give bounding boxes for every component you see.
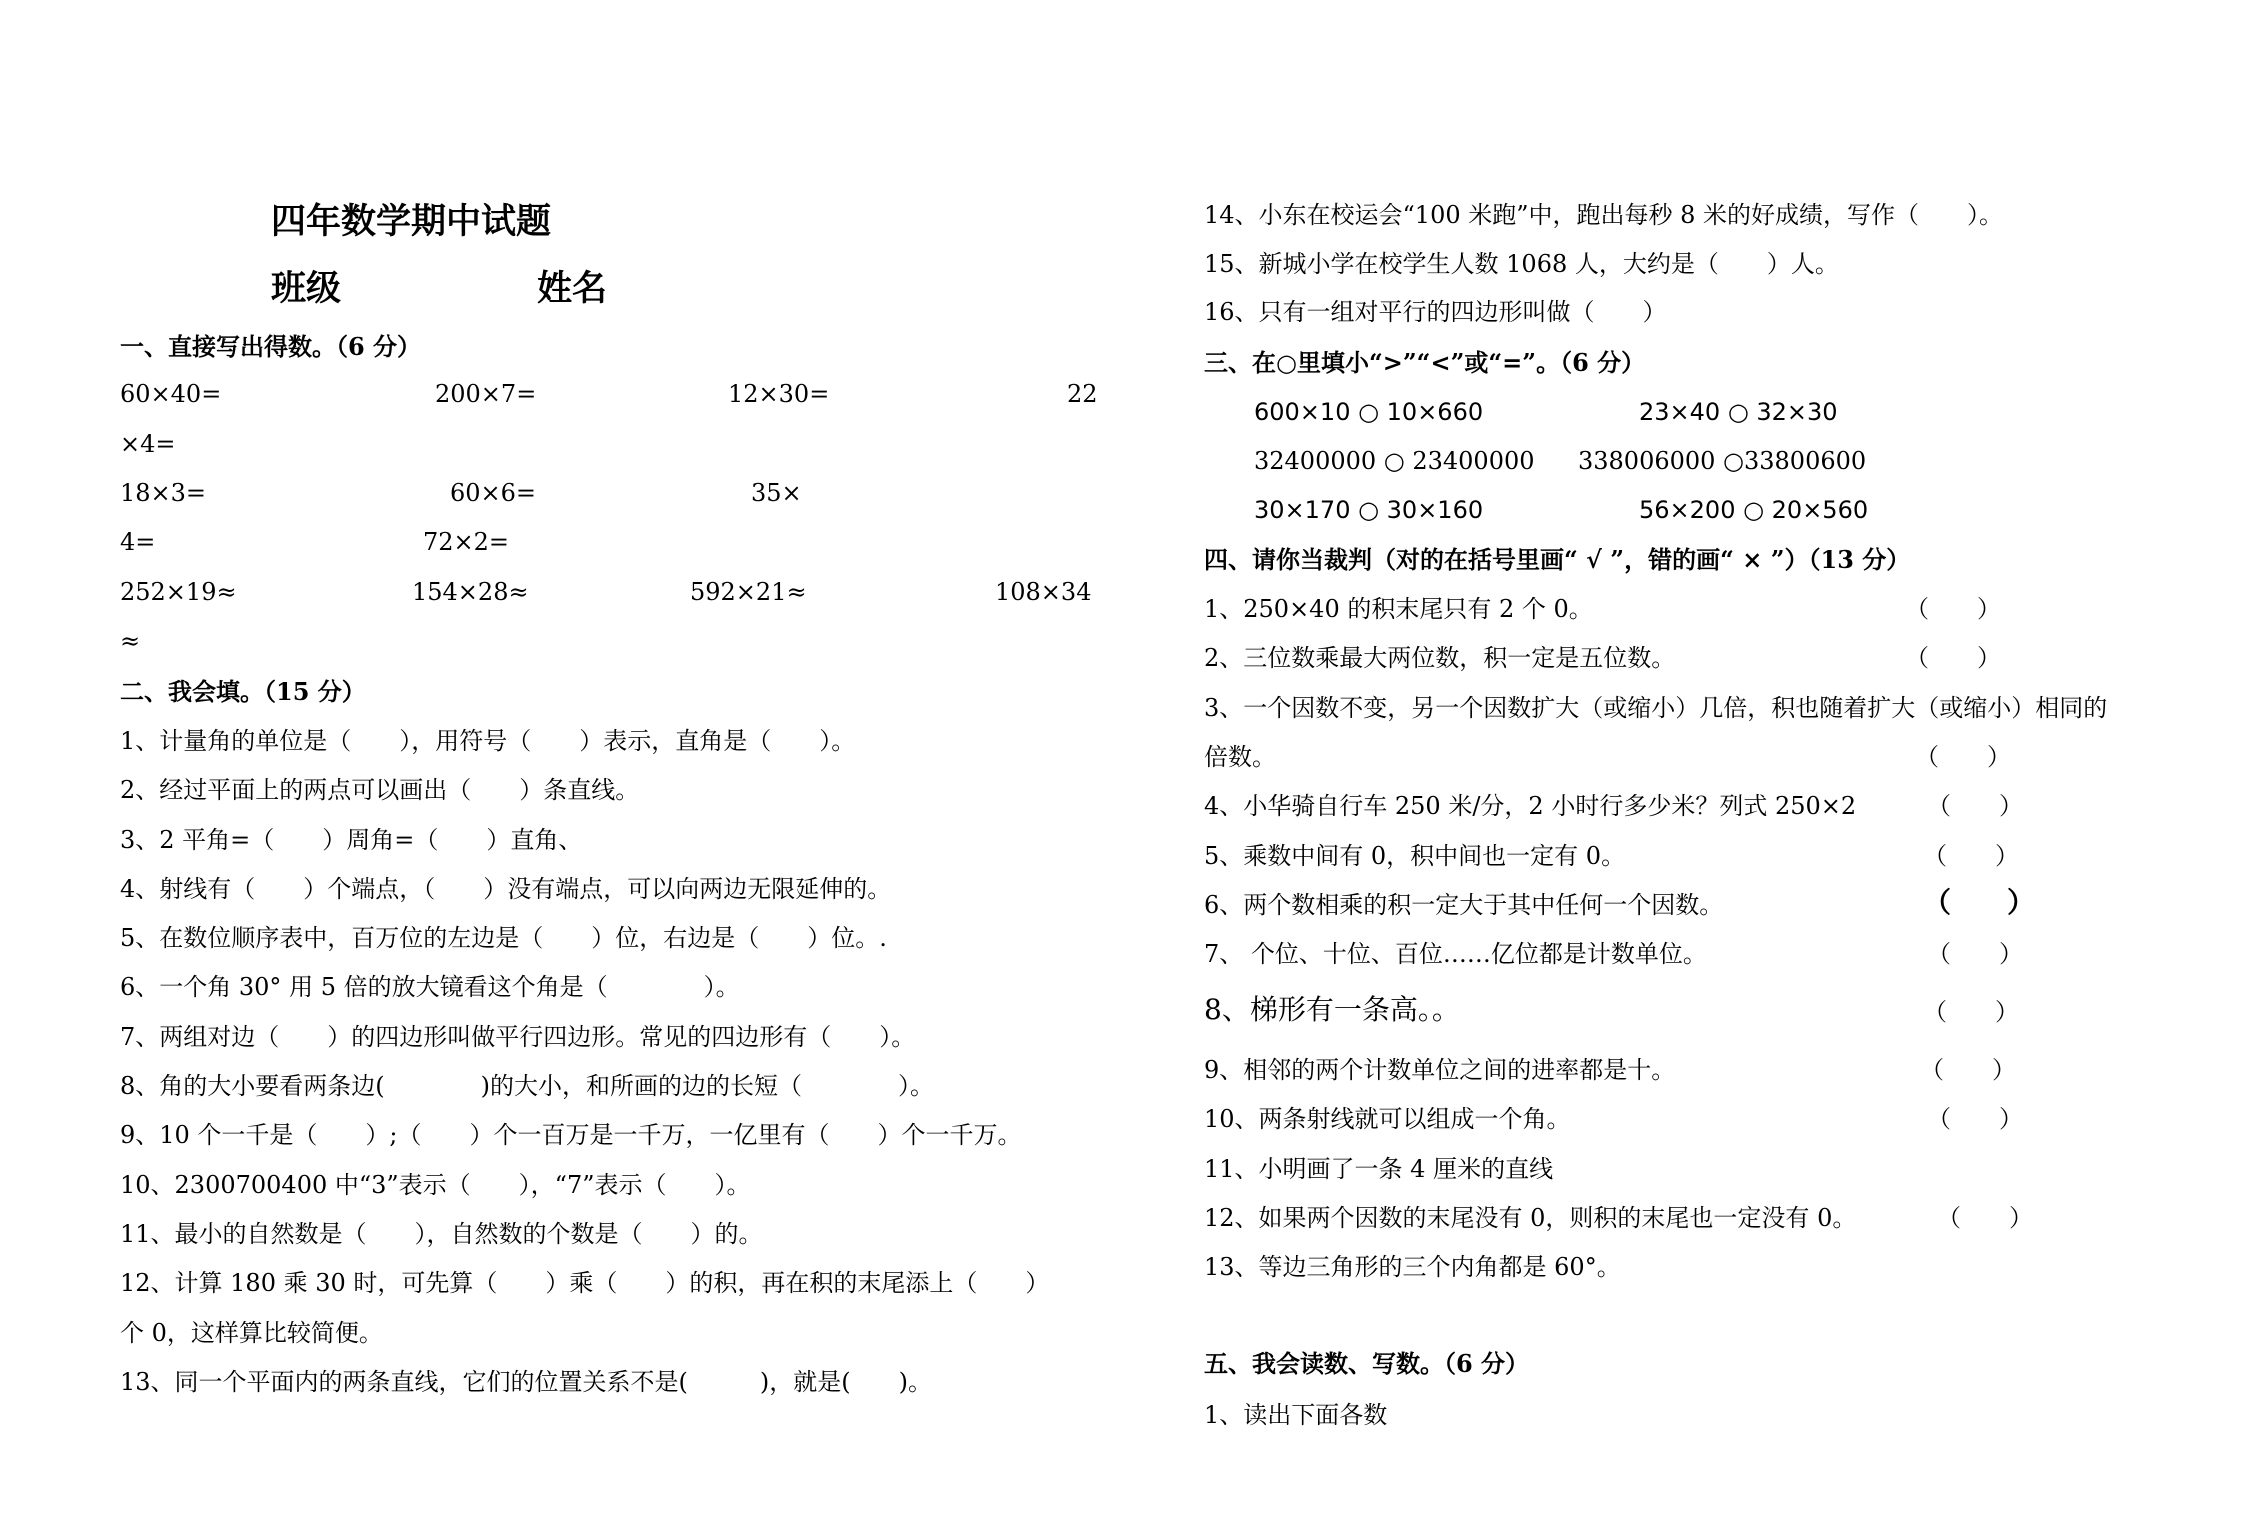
calc-item: 592×21≈ [690,578,807,606]
judge-statement: 6、两个数相乘的积一定大于其中任何一个因数。 [1204,891,1724,919]
fill-question: 6、一个角 30° 用 5 倍的放大镜看这个角是（ ）。 [120,973,740,1001]
calc-item: ≈ [120,627,141,655]
section4-heading: 四、请你当裁判（对的在括号里画“ √ ”，错的画“ × ”）（13 分） [1204,545,1911,574]
fill-question: 12、计算 180 乘 30 时，可先算（ ）乘（ ）的积，再在积的末尾添上（ ） [120,1269,1050,1297]
fill-question: 16、只有一组对平行的四边形叫做（ ） [1204,298,1667,326]
judge-statement: 4、小华骑自行车 250 米/分，2 小时行多少米？列式 250×2 [1204,792,1857,820]
judge-bracket: （ ） [1923,842,2019,870]
section5-heading: 五、我会读数、写数。（6 分） [1204,1349,1530,1378]
compare-item: 56×200 ○ 20×560 [1639,496,1869,524]
fill-question: 4、射线有（ ）个端点，（ ）没有端点，可以向两边无限延伸的。 [120,875,892,903]
calc-item: 12×30= [728,380,830,408]
judge-statement: 3、一个因数不变，另一个因数扩大（或缩小）几倍，积也随着扩大（或缩小）相同的 [1204,694,2108,722]
section3-heading: 三、在○里填小“>”“<”或“=”。（6 分） [1204,348,1646,377]
judge-statement: 5、乘数中间有 0，积中间也一定有 0。 [1204,842,1626,870]
judge-statement: 2、三位数乘最大两位数，积一定是五位数。 [1204,644,1676,672]
judge-bracket: （ ） [1915,743,2011,771]
compare-item: 338006000 ○33800600 [1578,447,1867,475]
fill-question: 13、同一个平面内的两条直线，它们的位置关系不是( )，就是( )。 [120,1368,932,1396]
section1-heading: 一、直接写出得数。（6 分） [120,332,422,361]
judge-bracket: （ ） [1927,940,2023,968]
judge-bracket: （ ） [1905,644,2001,672]
fill-question: 2、经过平面上的两点可以画出（ ）条直线。 [120,776,640,804]
calc-item: 60×6= [450,479,537,507]
fill-question: 9、10 个一千是（ ）;（ ）个一百万是一千万，一亿里有（ ）个一千万。 [120,1121,1022,1149]
calc-item: 4= [120,528,156,556]
class-label: 班级 [271,268,342,309]
name-label: 姓名 [537,268,608,309]
calc-item: 252×19≈ [120,578,237,606]
fill-question: 7、两组对边（ ）的四边形叫做平行四边形。常见的四边形有（ ）。 [120,1023,916,1051]
section2-heading: 二、我会填。（15 分） [120,677,366,706]
judge-bracket: （ ） [1937,1204,2033,1232]
fill-question: 5、在数位顺序表中，百万位的左边是（ ）位，右边是（ ）位。. [120,924,887,952]
judge-bracket: （ ） [1905,595,2001,623]
compare-item: 600×10 ○ 10×660 [1254,398,1484,426]
judge-statement: 1、250×40 的积末尾只有 2 个 0。 [1204,595,1593,623]
calc-item: 200×7= [435,380,537,408]
fill-question: 15、新城小学在校学生人数 1068 人，大约是（ ）人。 [1204,250,1839,278]
fill-question: 10、2300700400 中“3”表示（ ），“7”表示（ ）。 [120,1171,751,1199]
judge-statement: 8、梯形有一条高。。 [1204,993,1460,1026]
calc-item: ×4= [120,430,176,458]
judge-bracket: （ ） [1927,1105,2023,1133]
calc-item: 18×3= [120,479,207,507]
judge-bracket: （ ） [1920,1056,2016,1084]
judge-statement: 7、 个位、十位、百位……亿位都是计数单位。 [1204,940,1707,968]
fill-question: 1、计量角的单位是（ ），用符号（ ）表示，直角是（ ）。 [120,727,856,755]
compare-item: 32400000 ○ 23400000 [1254,447,1535,475]
calc-item: 22 [1067,380,1098,408]
fill-question: 11、最小的自然数是（ ），自然数的个数是（ ）的。 [120,1220,763,1248]
judge-bracket: （ ） [1927,792,2023,820]
calc-item: 35× [751,479,802,507]
judge-bracket: （ ） [1923,886,2036,919]
fill-question: 3、2 平角=（ ）周角=（ ）直角、 [120,826,583,854]
judge-statement: 10、两条射线就可以组成一个角。 [1204,1105,1571,1133]
compare-item: 30×170 ○ 30×160 [1254,496,1484,524]
calc-item: 108×34 [995,578,1092,606]
fill-question-continuation: 个 0，这样算比较简便。 [120,1319,383,1347]
judge-statement: 9、相邻的两个计数单位之间的进率都是十。 [1204,1056,1676,1084]
judge-statement-continuation: 倍数。 [1204,743,1276,771]
read-write-question: 1、读出下面各数 [1204,1401,1388,1429]
fill-question: 14、小东在校运会“100 米跑”中，跑出每秒 8 米的好成绩，写作（ ）。 [1204,201,2004,229]
calc-item: 154×28≈ [412,578,529,606]
judge-statement: 13、等边三角形的三个内角都是 60°。 [1204,1253,1621,1281]
judge-bracket: （ ） [1923,998,2019,1026]
page-title: 四年数学期中试题 [271,201,552,242]
calc-item: 72×2= [423,528,510,556]
calc-item: 60×40= [120,380,222,408]
compare-item: 23×40 ○ 32×30 [1639,398,1838,426]
judge-statement: 11、小明画了一条 4 厘米的直线 [1204,1155,1554,1183]
judge-statement: 12、如果两个因数的末尾没有 0，则积的末尾也一定没有 0。 [1204,1204,1857,1232]
fill-question: 8、角的大小要看两条边( )的大小，和所画的边的长短（ ）。 [120,1072,934,1100]
